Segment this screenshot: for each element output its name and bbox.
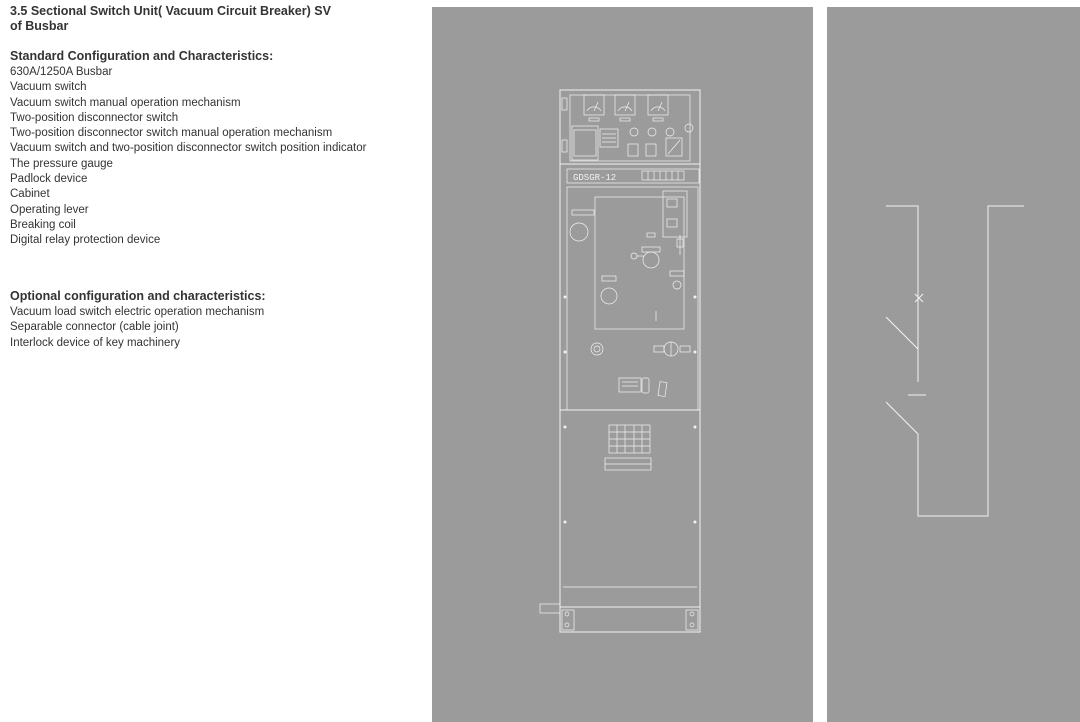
busbar-left [886, 206, 918, 382]
disconnector-blade [886, 402, 918, 434]
list-item: Cabinet [10, 188, 50, 201]
optional-config-list [10, 305, 264, 351]
optional-config-heading: Optional configuration and characteristics: [10, 289, 266, 303]
mechanism-panel [564, 187, 699, 410]
section-title: 3.5 Sectional Switch Unit( Vacuum Circuit Breaker) SV of Busbar [10, 4, 331, 33]
text-column [10, 4, 410, 349]
list-item: Padlock device [10, 173, 88, 186]
single-line-diagram-panel [827, 7, 1080, 722]
list-item: Two-position disconnector switch manual operation mechanism [10, 127, 333, 140]
pressure-valve [570, 223, 588, 241]
screw-icon [685, 124, 693, 132]
model-label: GDSGR-12 [573, 173, 617, 183]
list-item: 630A/1250A Busbar [10, 66, 113, 78]
standard-config-list [10, 65, 366, 249]
list-item: Two-position disconnector switch [10, 111, 179, 124]
list-item: Vacuum switch [10, 81, 87, 94]
list-item: Vacuum switch manual operation mechanism [10, 96, 241, 109]
pressure-gauge-1 [584, 95, 604, 121]
cabinet-base [540, 604, 700, 630]
list-item: Vacuum load switch electric operation mechanism [10, 306, 265, 318]
cabinet-front-view [432, 7, 813, 722]
list-item: Separable connector (cable joint) [10, 321, 179, 334]
cabinet-drawing-panel [432, 7, 813, 722]
list-item: Digital relay protection device [10, 234, 161, 247]
vacuum-switch-blade [886, 317, 918, 349]
list-item: Vacuum switch and two-position disconnector switch position indicator [10, 142, 367, 155]
list-item: Operating lever [10, 203, 89, 216]
pressure-gauge-2 [615, 95, 635, 121]
operating-hole [643, 252, 659, 268]
standard-config-heading: Standard Configuration and Characteristics: [10, 49, 274, 63]
list-item: Interlock device of key machinery [10, 336, 181, 349]
list-item: The pressure gauge [10, 157, 113, 170]
busbar-right [918, 206, 1024, 516]
single-line-diagram [827, 7, 1080, 722]
padlock-icon [658, 382, 667, 397]
breaking-coil-button [601, 288, 617, 304]
cable-compartment [560, 410, 700, 587]
relay-panel [570, 95, 693, 161]
list-item: Breaking coil [10, 218, 76, 231]
pressure-gauge-3 [648, 95, 668, 121]
